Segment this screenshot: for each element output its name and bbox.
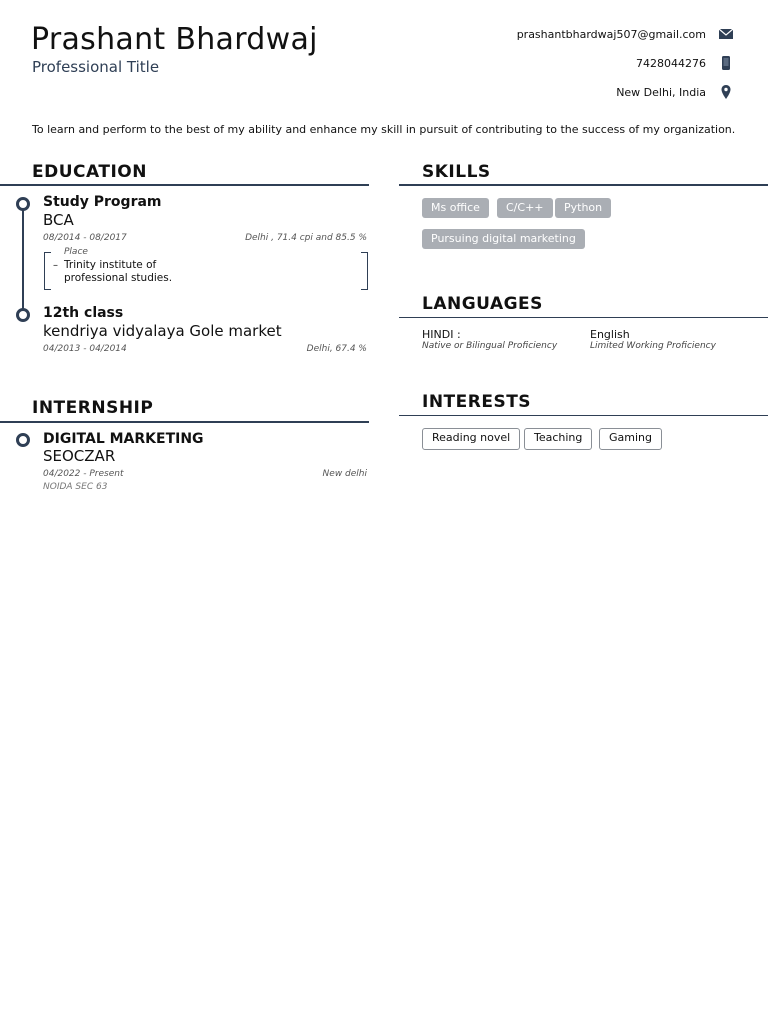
timeline-dot xyxy=(16,197,30,211)
skill-tag: C/C++ xyxy=(497,198,553,218)
education-title: 12th class xyxy=(43,305,124,321)
timeline-dot xyxy=(16,433,30,447)
interests-heading: INTERESTS xyxy=(422,392,532,412)
map-pin-icon xyxy=(718,84,734,100)
interest-tag: Reading novel xyxy=(422,428,520,450)
language-name: English xyxy=(590,328,630,341)
education-title: Study Program xyxy=(43,194,162,210)
internship-heading: INTERNSHIP xyxy=(32,398,154,418)
languages-heading: LANGUAGES xyxy=(422,294,543,314)
education-timeline xyxy=(22,204,24,314)
internship-note: NOIDA SEC 63 xyxy=(43,482,108,492)
interest-tag: Teaching xyxy=(524,428,592,450)
skill-tag: Python xyxy=(555,198,611,218)
timeline-dot xyxy=(16,308,30,322)
phone-text[interactable]: 7428044276 xyxy=(636,57,706,70)
envelope-icon xyxy=(718,26,734,42)
education-heading: EDUCATION xyxy=(32,162,147,182)
skill-tag: Ms office xyxy=(422,198,489,218)
languages-divider xyxy=(399,317,768,318)
education-dates: 08/2014 - 08/2017 xyxy=(43,233,127,243)
education-divider xyxy=(0,184,369,186)
language-level: Native or Bilingual Proficiency xyxy=(422,341,558,351)
internship-company: SEOCZAR xyxy=(43,447,116,465)
email-text[interactable]: prashantbhardwaj507@gmail.com xyxy=(516,28,706,41)
language-level: Limited Working Proficiency xyxy=(590,341,716,351)
internship-location: New delhi xyxy=(322,469,367,479)
candidate-name: Prashant Bhardwaj xyxy=(31,22,318,57)
internship-divider xyxy=(0,421,369,423)
professional-title: Professional Title xyxy=(32,58,160,76)
education-institution: kendriya vidyalaya Gole market xyxy=(43,322,282,340)
internship-title: DIGITAL MARKETING xyxy=(43,431,204,447)
skill-tag: Pursuing digital marketing xyxy=(422,229,585,249)
education-location: Delhi , 71.4 cpi and 85.5 % xyxy=(245,233,367,243)
place-label: Place xyxy=(64,247,88,257)
place-value-line1: Trinity institute of xyxy=(64,259,157,271)
internship-dates: 04/2022 - Present xyxy=(43,469,124,479)
language-name: HINDI : xyxy=(422,328,461,341)
skills-divider xyxy=(399,184,768,186)
phone-icon xyxy=(718,55,734,71)
location-text: New Delhi, India xyxy=(616,86,706,99)
summary-text: To learn and perform to the best of my ability and enhance my skill in pursuit of contributing to the success of my organization. xyxy=(32,123,736,136)
place-bracket-right xyxy=(361,252,368,290)
skills-heading: SKILLS xyxy=(422,162,491,182)
place-value-line2: professional studies. xyxy=(64,272,173,284)
place-bracket-left xyxy=(44,252,51,290)
education-location: Delhi, 67.4 % xyxy=(306,344,367,354)
education-institution: BCA xyxy=(43,211,74,229)
interest-tag: Gaming xyxy=(599,428,662,450)
place-dash: – xyxy=(53,260,58,271)
interests-divider xyxy=(399,415,768,416)
education-dates: 04/2013 - 04/2014 xyxy=(43,344,127,354)
